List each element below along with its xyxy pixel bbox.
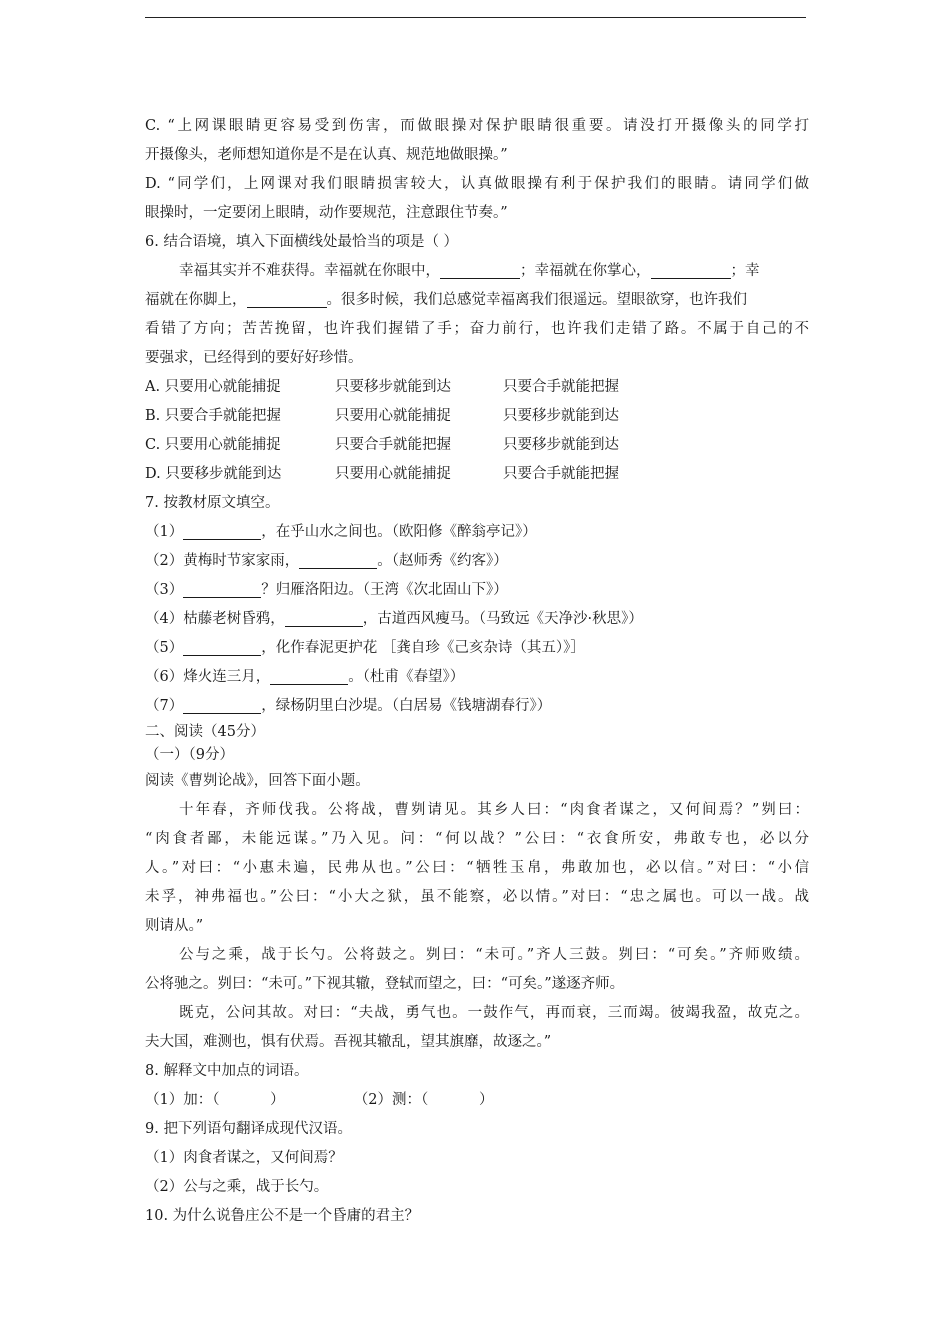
q6-option-cell: A. 只要用心就能捕捉: [145, 379, 281, 395]
header-rule: [145, 17, 806, 18]
q6-option-cell: 只要移步就能到达: [335, 379, 451, 395]
q7-item-rest: 。（杜甫《春望》）: [348, 669, 465, 685]
answer-blank[interactable]: [285, 609, 363, 627]
q7-fill-item: [145, 547, 809, 576]
q6-option-cell: 只要用心就能捕捉: [335, 466, 451, 482]
q7-item-number: （6）: [145, 669, 184, 685]
q6-stem: 6. 结合语境，填入下面横线处最恰当的项是（ ）: [145, 234, 459, 250]
q6-option-cell: 只要合手就能把握: [335, 437, 451, 453]
q7-item-rest: ？归雁洛阳边。（王湾《次北固山下》）: [261, 582, 508, 598]
q7-fill-item: [145, 663, 809, 692]
q7-item-given: 烽火连三月，: [183, 669, 271, 685]
q6-option-row: [145, 373, 809, 402]
q7-item-given: 枯藤老树昏鸦，: [183, 611, 285, 627]
q6-option-cell: 只要移步就能到达: [503, 408, 619, 424]
q8-stem: 8. 解释文中加点的词语。: [145, 1063, 309, 1079]
passage-line: 公与之乘，战于长勺。公将鼓之。刿曰：“未可。”齐人三鼓。刿曰：“可矣。”齐师败绩。: [179, 947, 809, 963]
q6-passage-line4: 要强求，已经得到的要好好珍惜。: [145, 350, 363, 366]
q7-fill-item: [145, 518, 809, 547]
q7-item-number: （2）: [145, 553, 184, 569]
q6-passage-line2: [145, 286, 809, 315]
q7-item-number: （5）: [145, 640, 184, 656]
q7-item-rest: ，绿杨阴里白沙堤。（白居易《钱塘湖春行》）: [261, 698, 552, 714]
q7-item-number: （3）: [145, 582, 184, 598]
q6-option-cell: B. 只要合手就能把握: [145, 408, 281, 424]
answer-blank[interactable]: [183, 522, 261, 540]
q6-text: ；幸福就在你掌心，: [520, 263, 651, 279]
q9-stem: 9. 把下列语句翻译成现代汉语。: [145, 1121, 352, 1137]
q5-option-c-line2: 开摄像头，老师想知道你是不是在认真、规范地做眼操。”: [145, 147, 508, 163]
section2-title: 二、阅读（45分）: [145, 724, 265, 740]
passage-line: “肉食者鄙，未能远谋。”乃入见。问：“何以战？”公曰：“衣食所安，弗敢专也，必以分: [145, 831, 809, 847]
q9-sentence-1: （1）肉食者谋之，又何间焉？: [145, 1150, 343, 1166]
q6-text: 幸福其实并不难获得。幸福就在你眼中，: [179, 263, 440, 279]
section2-intro: 阅读《曹刿论战》，回答下面小题。: [145, 773, 370, 789]
q6-text: 福就在你脚上，: [145, 292, 247, 308]
q7-item-rest: ，古道西风瘦马。（马致远《天净沙·秋思》）: [362, 611, 643, 627]
q6-option-cell: C. 只要用心就能捕捉: [145, 437, 281, 453]
q7-item-rest: 。（赵师秀《约客》）: [377, 553, 508, 569]
q6-option-cell: 只要用心就能捕捉: [335, 408, 451, 424]
document-body: [145, 112, 809, 1231]
q5-option-d-line1: D. “同学们，上网课对我们眼睛损害较大，认真做眼操有利于保护我们的眼睛。请同学们做: [145, 176, 809, 192]
q6-text: 。很多时候，我们总感觉幸福离我们很遥远。望眼欲穿，也许我们: [326, 292, 747, 308]
section2-subtitle: （一）（9分）: [145, 747, 234, 763]
passage-line: 夫大国，难测也，惧有伏焉。吾视其辙乱，望其旗靡，故逐之。”: [145, 1034, 552, 1050]
q5-option-c-line1: C. “上网课眼睛更容易受到伤害，而做眼操对保护眼睛很重要。请没打开摄像头的同学打: [145, 118, 809, 134]
answer-blank[interactable]: [183, 580, 261, 598]
q6-option-cell: 只要合手就能把握: [503, 379, 619, 395]
q7-stem: 7. 按教材原文填空。: [145, 495, 280, 511]
passage-line: 人。”对曰：“小惠未遍，民弗从也。”公曰：“牺牲玉帛，弗敢加也，必以信。”对曰：“小信: [145, 860, 809, 876]
q7-item-number: （7）: [145, 698, 184, 714]
answer-blank[interactable]: [299, 551, 377, 569]
q6-option-row: [145, 460, 809, 489]
q8-answer-line: （1）加：（ ） （2）测：（ ）: [145, 1092, 494, 1108]
q7-item-number: （4）: [145, 611, 184, 627]
q6-option-cell: 只要合手就能把握: [503, 466, 619, 482]
passage-line: 既克，公问其故。对曰：“夫战，勇气也。一鼓作气，再而衰，三而竭。彼竭我盈，故克之。: [179, 1005, 809, 1021]
answer-blank[interactable]: [440, 260, 520, 279]
q7-item-rest: ，化作春泥更护花 ［龚自珍《己亥杂诗（其五）》］: [261, 640, 585, 656]
answer-blank[interactable]: [270, 667, 348, 685]
q7-item-number: （1）: [145, 524, 184, 540]
q7-fill-item: [145, 692, 809, 721]
q6-text: ；幸: [730, 263, 760, 279]
passage-line: 公将驰之。刿曰：“未可。”下视其辙，登轼而望之，曰：“可矣。”遂逐齐师。: [145, 976, 625, 992]
q6-passage-line1: [145, 257, 809, 286]
q7-fill-item: [145, 634, 809, 663]
answer-blank[interactable]: [651, 260, 731, 279]
answer-blank[interactable]: [183, 696, 261, 714]
q5-option-d-line2: 眼操时，一定要闭上眼睛，动作要规范，注意跟住节奏。”: [145, 205, 508, 221]
q6-option-cell: D. 只要移步就能到达: [145, 466, 282, 482]
q7-item-given: 黄梅时节家家雨，: [183, 553, 300, 569]
q6-passage-line3: 看错了方向；苦苦挽留，也许我们握错了手；奋力前行，也许我们走错了路。不属于自己的不: [145, 321, 809, 337]
answer-blank[interactable]: [183, 638, 261, 656]
passage-line: 未孚，神弗福也。”公曰：“小大之狱，虽不能察，必以情。”对曰：“忠之属也。可以一战。战: [145, 889, 809, 905]
q10-stem: 10. 为什么说鲁庄公不是一个昏庸的君主？: [145, 1208, 420, 1224]
q7-item-rest: ，在乎山水之间也。（欧阳修《醉翁亭记》）: [261, 524, 537, 540]
passage-line: 则请从。”: [145, 918, 204, 934]
q7-fill-item: [145, 605, 809, 634]
q6-option-row: [145, 402, 809, 431]
q6-option-row: [145, 431, 809, 460]
passage-line: 十年春，齐师伐我。公将战，曹刿请见。其乡人曰：“肉食者谋之，又何间焉？”刿曰：: [179, 802, 809, 818]
q9-sentence-2: （2）公与之乘，战于长勺。: [145, 1179, 329, 1195]
q7-fill-item: [145, 576, 809, 605]
answer-blank[interactable]: [247, 289, 327, 308]
q6-option-cell: 只要移步就能到达: [503, 437, 619, 453]
